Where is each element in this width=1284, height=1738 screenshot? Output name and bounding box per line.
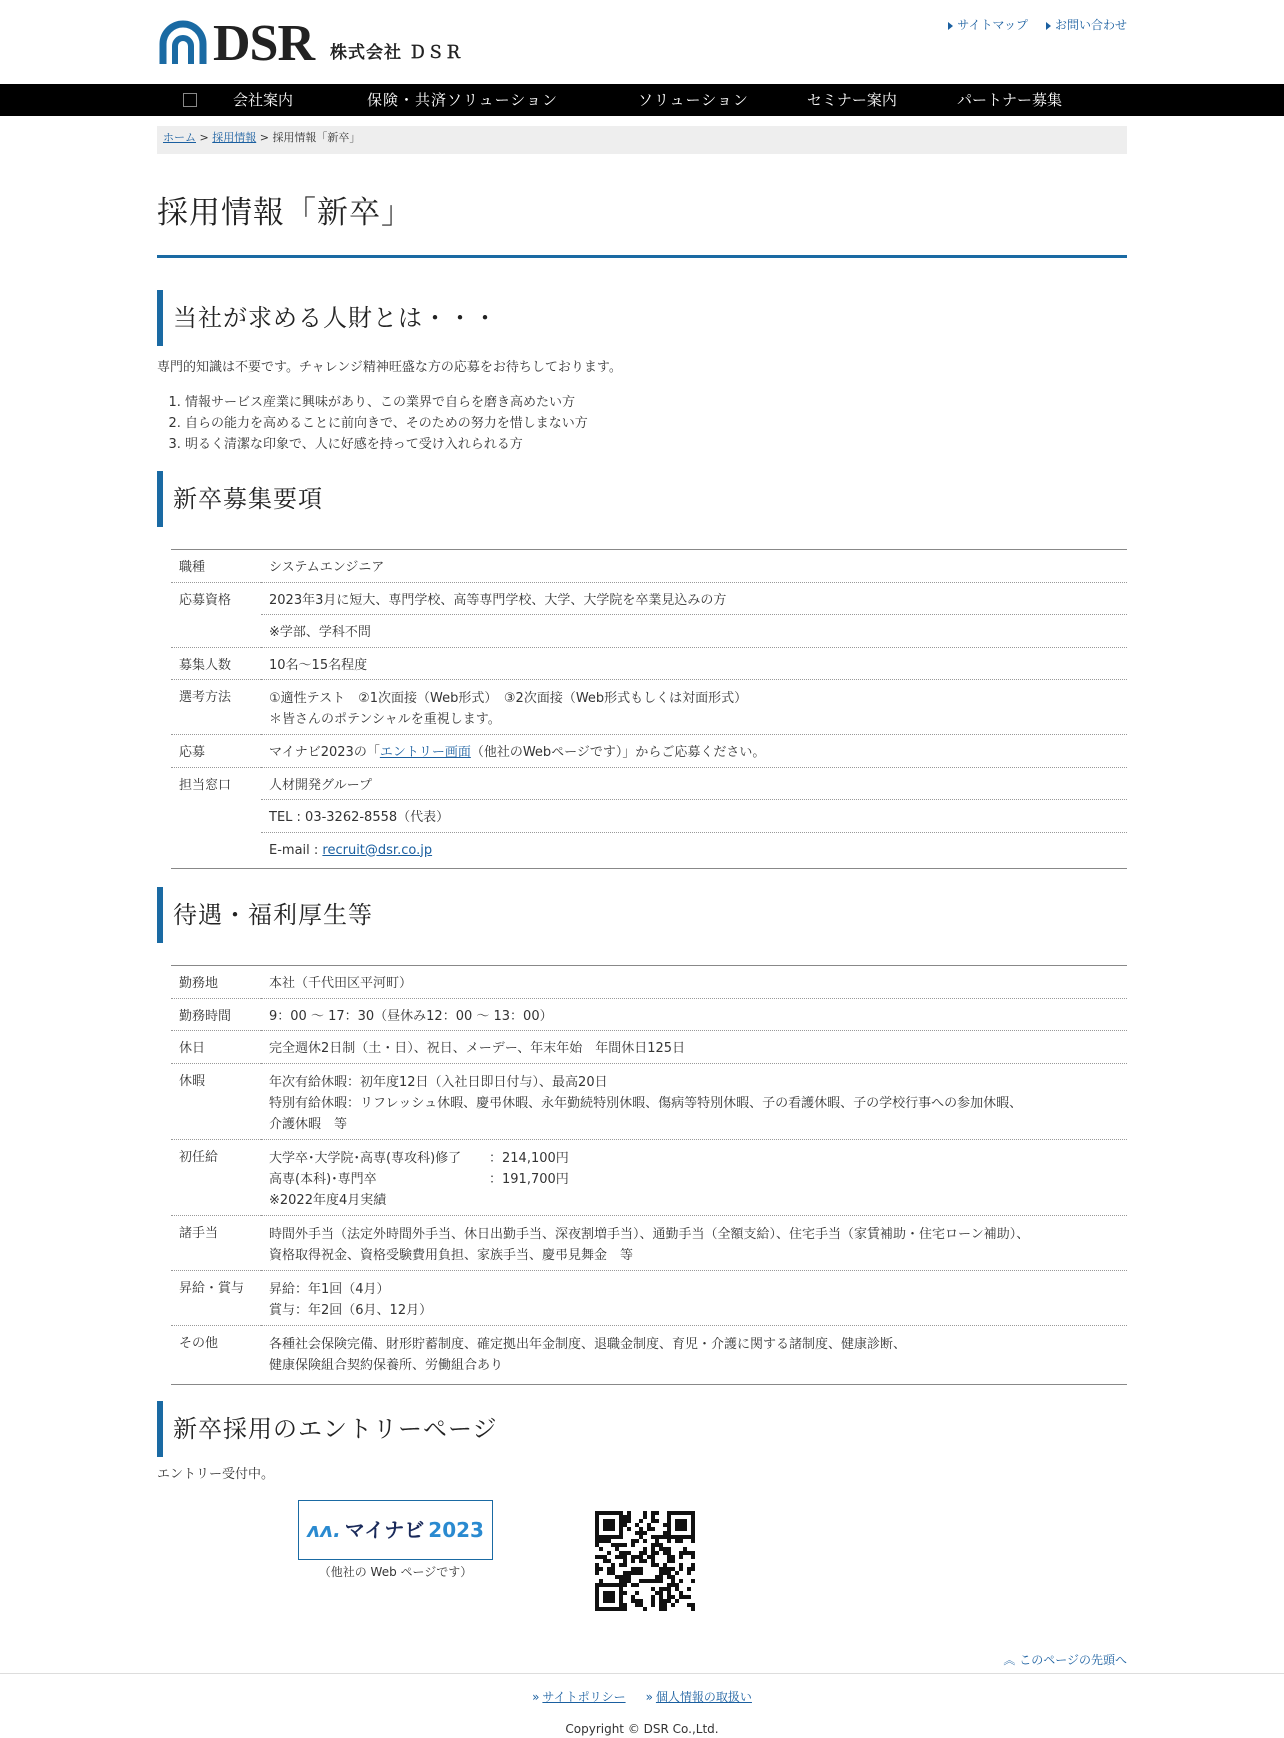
site-footer [0, 1673, 1284, 1738]
site-logo[interactable] [157, 15, 463, 72]
table-row: 勤務地 本社（千代田区平河町） [171, 966, 1127, 999]
requirements-list [185, 392, 1127, 455]
triangle-right-icon [1046, 22, 1051, 30]
table-row: 募集人数 10名～15名程度 [171, 647, 1127, 680]
section-heading-benefits: 待遇・福利厚生等 [157, 887, 1127, 943]
breadcrumb: ホーム > 採用情報 > 採用情報「新卒」 [157, 126, 1127, 154]
double-chevron-icon: » [645, 1690, 653, 1704]
table-row: 担当窓口 人材開発グループ [171, 767, 1127, 800]
list-item: 3. 明るく清潔な印象で、人に好感を持って受け入れられる方 [185, 434, 1127, 455]
site-header [0, 0, 1284, 84]
double-chevron-icon: » [532, 1690, 540, 1704]
nav-item-solution[interactable]: ソリューション [637, 90, 749, 109]
list-item: 1. 情報サービス産業に興味があり、この業界で自らを磨き高めたい方 [185, 392, 1127, 413]
copyright: Copyright © DSR Co.,Ltd. [565, 1722, 719, 1736]
company-name: 株式会社 ＤＳＲ [330, 42, 463, 63]
main-content [157, 126, 1127, 1669]
recruitment-table [171, 549, 1127, 869]
table-row: ※学部、学科不問 [171, 615, 1127, 648]
list-item: 2. 自らの能力を高めることに前向きで、そのための努力を惜しまない方 [185, 413, 1127, 434]
benefits-table [171, 965, 1127, 1385]
header-links [948, 16, 1127, 34]
table-row: E-mail : recruit@dsr.co.jp [269, 842, 433, 858]
banner-caption: （他社の Web ページです） [318, 1565, 473, 1579]
table-row: 応募資格 2023年3月に短大、専門学校、高等専門学校、大学、大学院を卒業見込みの方 [171, 582, 1127, 615]
breadcrumb-recruit-link[interactable]: 採用情報 [212, 131, 257, 144]
logo-text: DSR [213, 15, 315, 72]
nav-item-insurance-solution[interactable]: 保険・共済ソリューション [367, 90, 558, 109]
nav-item-seminar[interactable]: セミナー案内 [806, 90, 897, 109]
breadcrumb-current: 採用情報「新卒」 [272, 131, 361, 144]
dsr-logo-mark-icon [157, 20, 209, 68]
section-heading-recruitment: 新卒募集要項 [157, 471, 1127, 527]
table-row: その他 各種社会保険完備、財形貯蓄制度、確定拠出年金制度、退職金制度、育児・介護に関する諸制度、健康診断、 健康保険組合契約保養所、労働組合あり [179, 1335, 907, 1373]
table-row: 勤務時間 9：00 ～ 17：30（昼休み12：00 ～ 13：00） [171, 998, 1127, 1031]
table-row: 諸手当 時間外手当（法定外時間外手当、休日出勤手当、深夜割増手当）、通勤手当（全額支給）、住宅手当（家賃補助・住宅ローン補助）、 資格取得祝金、資格受験費用負担、家族手当、慶弔見舞金 等 [171, 1215, 1127, 1270]
table-row: 職種 システムエンジニア [171, 550, 1127, 583]
nav-item-company[interactable]: 会社案内 [233, 90, 294, 109]
section-intro: 専門的知識は不要です。チャレンジ精神旺盛な方の応募をお待ちしております。 [157, 359, 622, 375]
table-row: TEL : 03-3262-8558（代表） [171, 800, 1127, 833]
global-nav [0, 84, 1284, 116]
table-row: 休日 完全週休2日制（土・日）、祝日、メーデー、年末年始 年間休日125日 [171, 1031, 1127, 1064]
table-row: 昇給・賞与 昇給：年1回（4月） 賞与：年2回（6月、12月） [171, 1270, 1127, 1325]
home-icon[interactable] [183, 93, 197, 107]
table-row: 応募 マイナビ2023の「エントリー画面（他社のWebページです）」からご応募ください。 [171, 735, 1127, 768]
entry-page-link[interactable]: エントリー画面 [379, 745, 471, 760]
triangle-right-icon [948, 22, 953, 30]
page-top-link[interactable]: ︽ このページの先頭へ [1003, 1653, 1127, 1667]
footer-link-privacy[interactable]: » 個人情報の取扱い [645, 1690, 752, 1704]
sitemap-link[interactable]: サイトマップ [948, 16, 1028, 34]
mynavi-logo-icon: ʌʌ. [307, 1518, 341, 1542]
chevron-up-icon: ︽ [1003, 1653, 1016, 1667]
email-link[interactable]: recruit@dsr.co.jp [322, 842, 433, 858]
entry-text: エントリー受付中。 [157, 1466, 275, 1482]
table-row: 休暇 年次有給休暇：初年度12日（入社日即日付与）、最高20日 特別有給休暇：リフレッシュ休暇、慶弔休暇、永年勤続特別休暇、傷病等特別休暇、子の看護休暇、子の学校行事への参加休暇、 介護休暇 等 [171, 1063, 1127, 1139]
nav-item-partner[interactable]: パートナー募集 [956, 90, 1062, 109]
mynavi-banner-block [298, 1500, 493, 1581]
contact-link[interactable]: お問い合わせ [1046, 16, 1127, 34]
section-heading-ideal-candidate: 当社が求める人財とは・・・ [157, 290, 1127, 346]
page-title: 採用情報「新卒」 [157, 190, 1127, 258]
table-row: 初任給 大学卒･大学院･高専(専攻科)修了 ：214,100円 高専(本科)･専門卒 ：191,700円 ※2022年度4月実績 [171, 1139, 1127, 1215]
footer-link-site-policy[interactable]: » サイトポリシー [532, 1690, 626, 1704]
qr-code-icon [595, 1511, 695, 1611]
mynavi-banner[interactable]: ʌʌ. マイナビ 2023 [298, 1500, 493, 1560]
entry-area [298, 1500, 1127, 1611]
table-row: 選考方法 ①適性テスト ②1次面接（Web形式） ③2次面接（Web形式もしくは対面形式） ＊皆さんのポテンシャルを重視します。 [171, 680, 1127, 735]
section-heading-entry: 新卒採用のエントリーページ [157, 1401, 1127, 1457]
breadcrumb-home-link[interactable]: ホーム [163, 131, 196, 144]
